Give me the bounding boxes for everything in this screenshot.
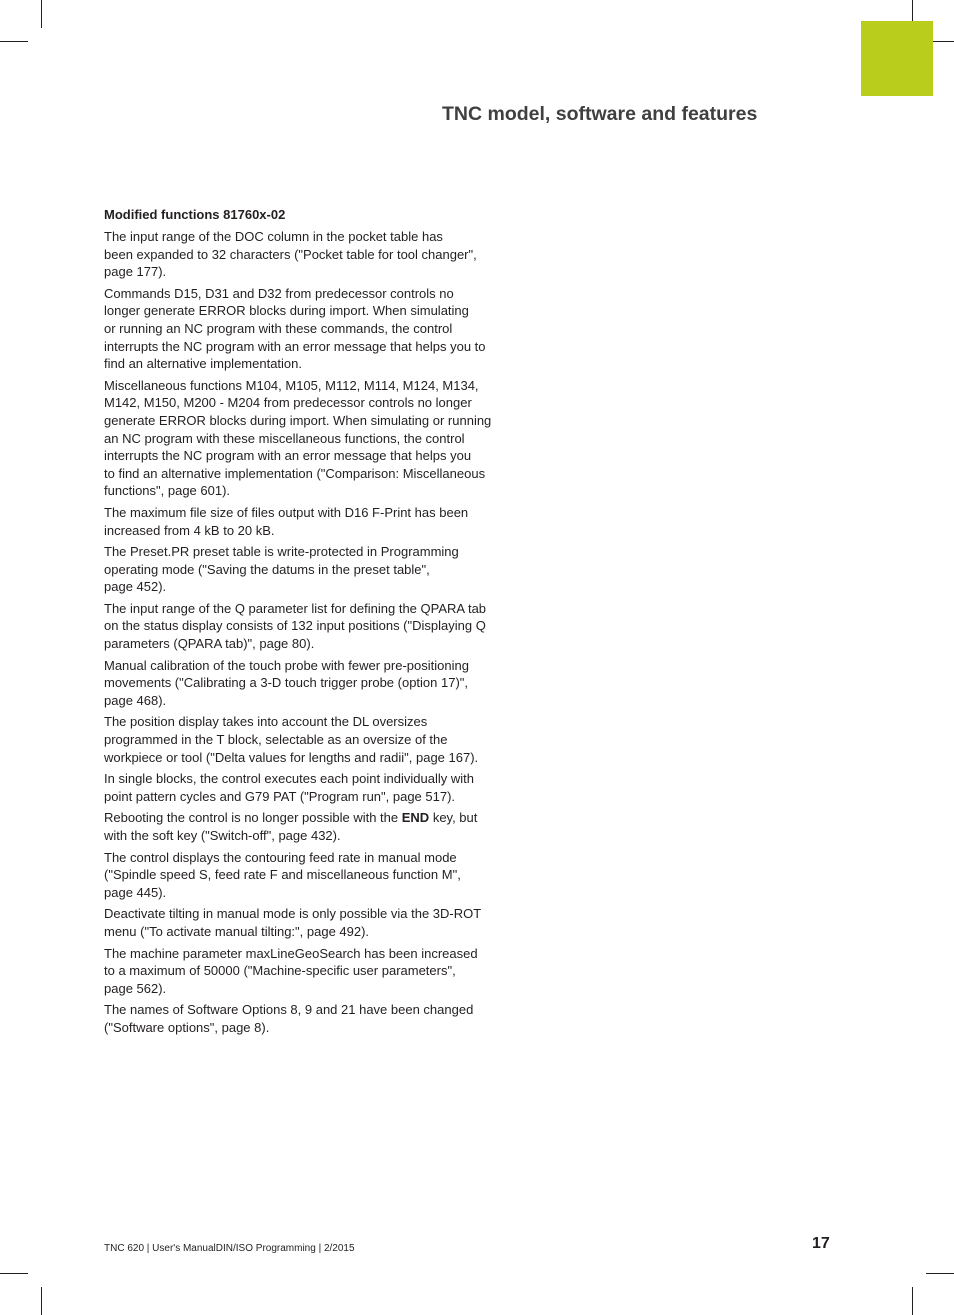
paragraph-line: to find an alternative implementation ("Comparison: Miscellaneous bbox=[104, 465, 486, 481]
paragraph-line: to a maximum of 50000 ("Machine-specific user parameters", bbox=[104, 963, 456, 979]
paragraph bbox=[104, 713, 544, 766]
paragraph bbox=[104, 657, 544, 710]
crop-mark bbox=[912, 1287, 913, 1315]
paragraph-line: or running an NC program with these commands, the control bbox=[104, 320, 453, 336]
paragraph-line: been expanded to 32 characters ("Pocket table for tool changer", bbox=[104, 246, 477, 262]
paragraph-line: point pattern cycles and G79 PAT ("Program run", page 517). bbox=[104, 788, 456, 804]
crop-mark bbox=[926, 1273, 954, 1274]
footer-text: TNC 620 | User's ManualDIN/ISO Programming | 2/2015 bbox=[104, 1243, 355, 1254]
paragraph-line: workpiece or tool ("Delta values for lengths and radii", page 167). bbox=[104, 749, 479, 765]
paragraph-line: The input range of the Q parameter list for defining the QPARA tab bbox=[104, 600, 487, 616]
paragraph bbox=[104, 377, 544, 500]
paragraph-line: Commands D15, D31 and D32 from predecessor controls no bbox=[104, 285, 454, 301]
paragraph-line: movements ("Calibrating a 3-D touch trigger probe (option 17)", bbox=[104, 675, 469, 691]
paragraph-line: find an alternative implementation. bbox=[104, 356, 303, 372]
crop-mark bbox=[0, 1273, 28, 1274]
paragraph-list bbox=[104, 849, 544, 1037]
paragraph-list bbox=[104, 228, 544, 805]
paragraph bbox=[104, 543, 544, 596]
paragraph-line: page 177). bbox=[104, 264, 167, 280]
paragraph bbox=[104, 285, 544, 373]
paragraph-line: parameters (QPARA tab)", page 80). bbox=[104, 636, 315, 652]
end-key-label: END bbox=[401, 810, 430, 826]
reboot-text-after: key, but bbox=[429, 810, 478, 826]
paragraph bbox=[104, 770, 544, 805]
paragraph-line: interrupts the NC program with an error message that helps you to bbox=[104, 338, 486, 354]
crop-mark bbox=[0, 41, 28, 42]
reboot-text-before: Rebooting the control is no longer possible with the bbox=[104, 810, 402, 826]
paragraph-line: page 452). bbox=[104, 579, 167, 595]
paragraph-line: generate ERROR blocks during import. When simulating or running bbox=[104, 412, 492, 428]
main-content bbox=[104, 207, 544, 1041]
paragraph-line: with the soft key ("Switch-off", page 432). bbox=[104, 828, 341, 843]
paragraph-line: on the status display consists of 132 input positions ("Displaying Q bbox=[104, 618, 486, 634]
paragraph-line: The input range of the DOC column in the pocket table has bbox=[104, 229, 443, 244]
paragraph-line: Deactivate tilting in manual mode is only possible via the 3D-ROT bbox=[104, 906, 482, 922]
chapter-tab-marker bbox=[861, 21, 933, 96]
paragraph bbox=[104, 905, 544, 940]
paragraph-line: ("Spindle speed S, feed rate F and miscellaneous function M", bbox=[104, 867, 461, 883]
paragraph-line: In single blocks, the control executes each point individually with bbox=[104, 771, 474, 787]
paragraph-line: interrupts the NC program with an error message that helps you bbox=[104, 448, 472, 464]
paragraph-line: longer generate ERROR blocks during import. When simulating bbox=[104, 303, 469, 319]
paragraph-line: The machine parameter maxLineGeoSearch has been increased bbox=[104, 945, 478, 961]
paragraph bbox=[104, 945, 544, 998]
paragraph bbox=[104, 228, 544, 281]
paragraph-line: increased from 4 kB to 20 kB. bbox=[104, 522, 275, 538]
paragraph bbox=[104, 504, 544, 539]
paragraph-line: page 562). bbox=[104, 980, 167, 996]
paragraph-line: ("Software options", page 8). bbox=[104, 1019, 270, 1035]
paragraph-line: page 445). bbox=[104, 884, 167, 900]
paragraph-line: programmed in the T block, selectable as an oversize of the bbox=[104, 732, 448, 748]
paragraph-line: functions", page 601). bbox=[104, 483, 231, 499]
crop-mark bbox=[41, 1287, 42, 1315]
section-heading: Modified functions 81760x-02 bbox=[104, 207, 286, 222]
page-number: 17 bbox=[812, 1235, 830, 1252]
paragraph-line: M142, M150, M200 - M204 from predecessor controls no longer bbox=[104, 395, 472, 411]
paragraph-line: operating mode ("Saving the datums in the preset table", bbox=[104, 561, 430, 577]
paragraph-line bbox=[104, 809, 544, 827]
paragraph bbox=[104, 849, 544, 902]
paragraph-line: The control displays the contouring feed rate in manual mode bbox=[104, 849, 457, 865]
paragraph bbox=[104, 600, 544, 653]
paragraph-line: The position display takes into account the DL oversizes bbox=[104, 714, 428, 730]
paragraph-line: menu ("To activate manual tilting:", page 492). bbox=[104, 923, 370, 939]
paragraph-line: Miscellaneous functions M104, M105, M112, M114, M124, M134, bbox=[104, 377, 479, 393]
paragraph bbox=[104, 1001, 544, 1036]
paragraph-line: page 468). bbox=[104, 692, 167, 708]
paragraph-line: Manual calibration of the touch probe with fewer pre-positioning bbox=[104, 657, 469, 673]
paragraph-reboot bbox=[104, 809, 544, 844]
crop-mark bbox=[41, 0, 42, 28]
paragraph-line: The Preset.PR preset table is write-protected in Programming bbox=[104, 544, 459, 560]
paragraph-line: an NC program with these miscellaneous functions, the control bbox=[104, 430, 465, 446]
page-title: TNC model, software and features bbox=[442, 103, 758, 125]
paragraph-line: The names of Software Options 8, 9 and 21 have been changed bbox=[104, 1002, 474, 1018]
paragraph-line: The maximum file size of files output with D16 F-Print has been bbox=[104, 504, 469, 520]
